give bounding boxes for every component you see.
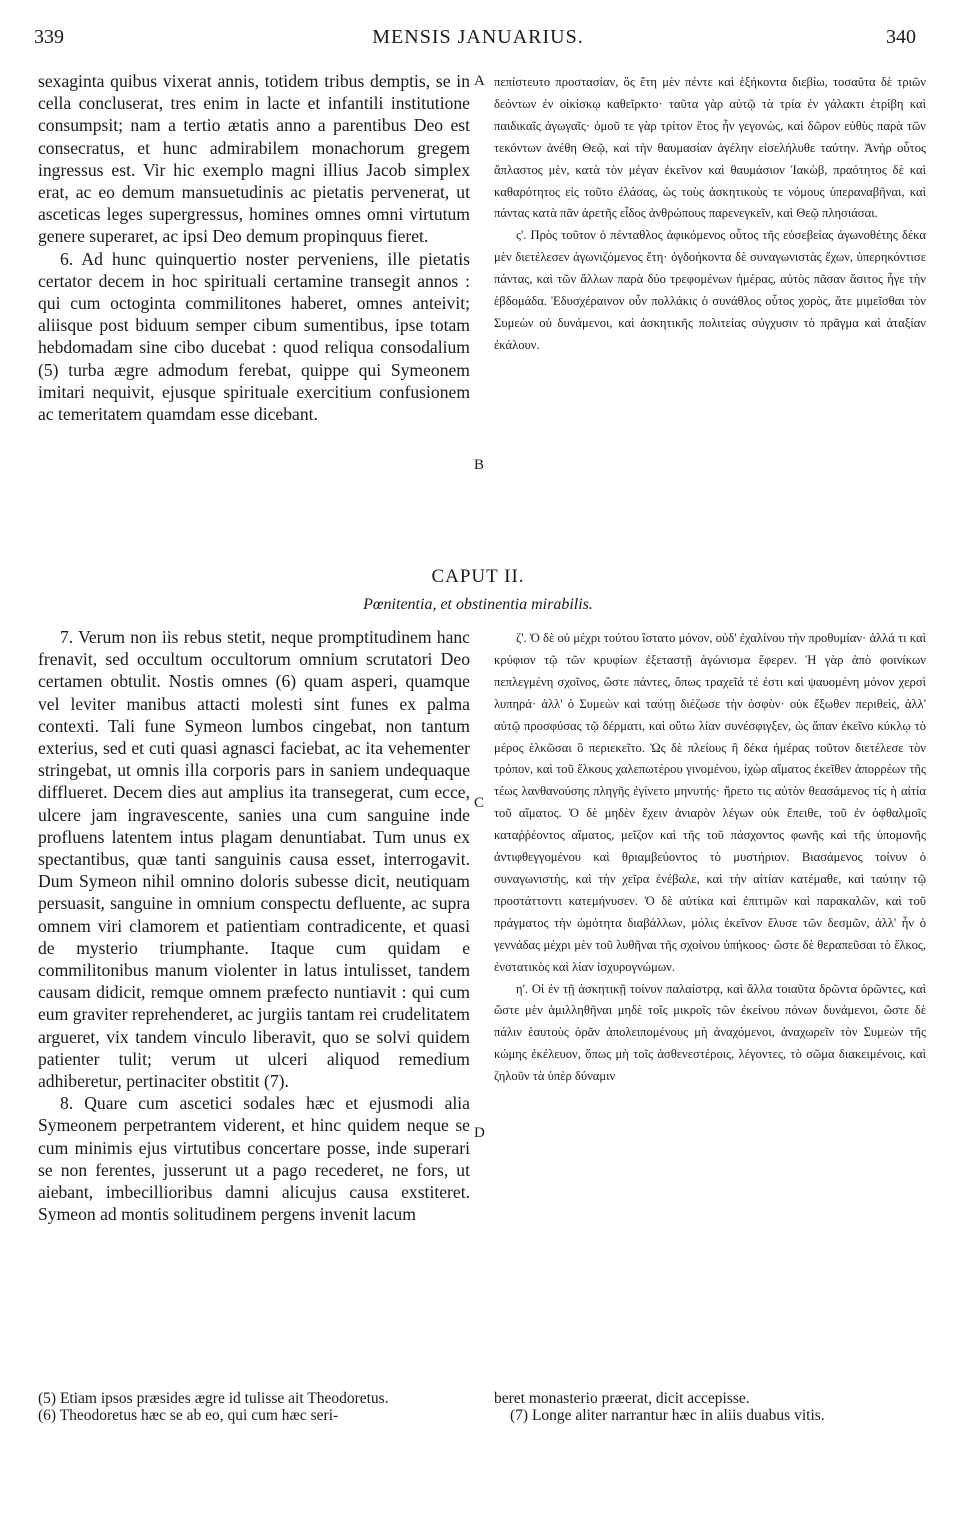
- footnote-6-continuation: beret monasterio præerat, dicit accepisse.: [494, 1390, 750, 1407]
- footnotes-right: [494, 1390, 926, 1424]
- greek-paragraph-continuation: πεπίστευτο προστασίαν, ὅς ἔτη μὲν πέντε καὶ ἑξήκοντα διεβίω, τοσαῦτα δὲ τριῶν δεόντων ἐν οἰκίσκῳ καθεῖρκτο· ταῦτα γὰρ αὐτῷ τὰ τρία ἐν γάλακτι ἐτρίβη καὶ παιδικαῖς ἀγωγαῖς· ὁμοῦ τε γὰρ τρίτον ἔτος ἦν γεγονὼς, καὶ δῶρον εὐθὺς παρὰ τῶν τεκόντων ἀνέθη Θεῷ, καὶ τὴν θαυμασίαν ἀγέλην εἰσελήλυθε ταύτην. Ἀνὴρ οὗτος ἄπλαστος μὲν, κατὰ τὸν μέγαν ἐκεῖνον καὶ θαυμάσιον Ἰακὼβ, πραότητος δὲ καὶ καθαρότητος εἰς τοῦτο ἐλάσας, ὡς τοὺς ἀσκητικοὺς τε νόμους ὑπεραναβῆναι, καὶ πάντας κατὰ πᾶν ἀρετῆς εἶδος ἀνθρώπους παρενεγκεῖν, καὶ Θεῷ πλησιάσαι.: [494, 75, 926, 221]
- running-title: MENSIS JANUARIUS.: [372, 26, 584, 48]
- margin-marker-b: B: [474, 457, 485, 473]
- greek-paragraph-8: η'. Οἱ ἐν τῇ ἀσκητικῇ τοίνυν παλαίστρᾳ, καὶ ἄλλα τοιαῦτα δρῶντα ὁρῶντες, καὶ ὥστε μὲν ἁμιλληθῆναι μηδὲ τοῖς μικροῖς τῶν ἐκείνου πόνων δυνάμενοι, ὥστε δὲ πάλιν ἑαυτοὺς ὁρᾶν ἀπολειπομένους μὴ ἀναχόμενοι, ἀναχωρεῖν τὸν Συμεὼν τῆς κώμης ἐκέλευον, ὅπως μὴ τοῖς ἀσθενεστέροις, λέγοντες, τὸ σῶμα διακειμένοις, καὶ ζηλοῦν τὰ ὑπὲρ δύναμιν: [494, 981, 926, 1084]
- footnotes-left: [38, 1390, 470, 1424]
- greek-paragraph-7: ζ'. Ὁ δὲ οὐ μέχρι τούτου ἵστατο μόνον, οὐδ' ἐχαλίνου τὴν προθυμίαν· ἀλλά τι καὶ κρύφιον τῷ τῶν κρυφίων ἐξεταστῇ ἀγώνισμα ἔφερεν. Ἡ γὰρ ἀπὸ φοινίκων πεπλεγμένη σχοῖνος, ὥστε πάντες, ὅπως τραχεῖά τέ ἐστι καὶ ψαυομένη μόνον χερσὶ λυπηρά· ἀλλ' ὁ Συμεὼν καὶ ταύτῃ διέζωσε τὴν ὀσφὺν· οὐκ ἔξωθεν περιθεὶς, ἀλλ' αὐτῷ προσφύσας τῷ δέρματι, καὶ οὕτω λίαν συνέσφιγξεν, ὡς ἅπαν ἐκεῖνο κύκλῳ τὸ μέρος ἑλκῶσαι ὃ περιεκεῖτο. Ὡς δὲ πλείους ἢ δέκα ἡμέρας τοῦτον διετέλεσε τὸν τρόπον, καὶ τοῦ ἕλκους χαλεπωτέρου γινομένου, ἰχὼρ αἵματος ἐκεῖθεν ἀπορρέων τῆς τέως λανθανούσης πληγῆς ἐγίνετο μηνυτής· ἤρετο τις αὐτὸν θεασάμενος τίς ἡ αἰτία τοῦ αἵματος. Ὁ δὲ μηδὲν ἔχειν ἀνιαρὸν λέγων οὐκ ἔπειθε, τοῦ ἐν ὀφθαλμοῖς καταῤῥέοντος αἵματος, μεῖζον καὶ τῆς τοῦ πάσχοντος φωνῆς καὶ τῆς ὑπομονῆς ἀντιφθεγγομένου καὶ θριαμβεύοντος τὸ μυστήριον. Βιασάμενος τοίνυν ὁ συναγωνιστὴς, καὶ τὴν χεῖρα ἐνέβαλε, καὶ τὴν αἰτίαν κατέμαθε, καὶ ταύτην τῷ προστάττοντι κατεμήνυσεν. Ὁ δὲ αὐτίκα καὶ ἐπιτιμῶν καὶ παρακαλῶν, καὶ τοῦ πράγματος τὴν ὠμότητα διαβάλλων, μόλις ἐκεῖνον ἔλυσε τῶν δεσμῶν, ἀλλ' ἦν ὁ γεννάδας μέχρι μὲν τοῦ λυθῆναι τῆς σχοίνου ὑπήκοος· ὥστε δὲ θεραπεῦσαι τὸ ἕλκος, ἐνστατικὸς καὶ λίαν ἰσχυρογνώμων.: [494, 631, 926, 974]
- page-number-left: 339: [34, 26, 64, 48]
- page-header: [0, 26, 956, 62]
- footnote-6: (6) Theodoretus hæc se ab eo, qui cum hæc seri-: [38, 1407, 339, 1424]
- footnote-7: (7) Longe aliter narrantur hæc in aliis duabus vitis.: [510, 1407, 825, 1424]
- footnote-5: (5) Etiam ipsos præsides ægre id tulisse ait Theodoretus.: [38, 1390, 389, 1407]
- latin-column-top: [38, 70, 470, 425]
- greek-column-top: [494, 72, 926, 357]
- latin-column-bottom: [38, 626, 470, 1225]
- chapter-subtitle: Pœnitentia, et obstinentia mirabilis.: [363, 596, 593, 613]
- greek-paragraph-6: ς'. Πρὸς τοῦτον ὁ πένταθλος ἀφικόμενος οὗτος τῆς εὐσεβείας ἀγωνοθέτης δέκα μὲν διετέλεσεν ἀγωνιζόμενος ἔτη· ὀγδοήκοντα δὲ συναγωνιστὰς ἔχων, ὑπερηκόντισε πάντας, καὶ τῶν ἄλλων παρὰ δύο τρεφομένων ἡμέρας, αὐτὸς πᾶσαν ἄσιτος ἦγε τὴν ἑβδομάδα. Ἐδυσχέραινον οὖν πολλάκις ὁ συνάθλος οὗτος χορὸς, ἅτε μιμεῖσθαι τὸν Συμεὼν οὐ δυνάμενοι, καὶ ἀσκητικῆς πολιτείας σύγχυσιν τὸ πρᾶγμα καὶ ἀταξίαν ἐκάλουν.: [494, 228, 926, 352]
- latin-paragraph-8: 8. Quare cum ascetici sodales hæc et ejusmodi alia Symeonem perpetrantem viderent, et hinc quidem neque se cum minimis ejus virtutibus concertare posse, inde superari se non ferentes, jusserunt ut a pago recederet, ne fors, ut aiebant, imbecillioribus damni alicujus causa exstiteret. Symeon ad montis solitudinem pergens invenit lacum: [38, 1093, 470, 1225]
- latin-paragraph-continuation: sexaginta quibus vixerat annis, totidem tribus demptis, se in cella concluserat, tres enim in lacte et infantili institutione consumpsit; nam a tertio ætatis anno a parentibus Deo est consecratus, et hunc admirabilem monachorum gregem ingressus est. Vir hic exemplo magni illius Jacob simplex erat, ac eo demum mansuetudinis ac pietatis pervenerat, ut asceticas leges supergressus, homines omnes omni virtutum genere superaret, ac ipsi Deo demum propinquus fieret.: [38, 71, 470, 247]
- margin-marker-a: A: [474, 73, 485, 89]
- margin-marker-d: D: [474, 1125, 485, 1141]
- margin-marker-c: C: [474, 795, 485, 811]
- page-number-right: 340: [886, 26, 916, 48]
- chapter-heading: CAPUT II.: [431, 566, 525, 587]
- latin-paragraph-7: 7. Verum non iis rebus stetit, neque promptitudinem hanc frenavit, sed occultum occultorum omnium scrutatori Deo certamen obtulit. Nostis omnes (6) quam asperi, quamque vel leviter manibus attacti molesti sint funes ex palma contexti. Tali fune Symeon lumbos cingebat, non tantum exterius, sed et cuti quasi agnasci faciebat, ac ita vehementer stringebat, ut omnis illa corporis pars in saniem undequaque difflueret. Decem dies aut amplius ita transegerat, cum ecce, ulcere jam ingravescente, sanies una cum sanguine inde profluens latentem intus plagam denuntiabat. Tum unus ex spectantibus, quæ tanti sanguinis causa esset, interrogavit. Dum Symeon nihil omnino doloris subesse dicit, neutiquam persuasit, sanguine in omnium conspectu defluente, ac supra omnem viri clamorem et patientiam contradicente, et quasi de mysterio triumphante. Itaque cum quidam e commilitonibus manum violenter in latus intulisset, tandem causam didicit, remque omnem præfecto nuntiavit : qui cum eum graviter reprehenderet, ac jurgiis tantam rei crudelitatem argueret, vix tandem vinculo liberavit, quo se solvi quidem patienter tulit; verum ut ulceri aliquod remedium adhiberetur, pertinaciter obstitit (7).: [38, 627, 470, 1092]
- greek-column-bottom: [494, 628, 926, 1088]
- latin-paragraph-6: 6. Ad hunc quinquertio noster perveniens, ille pietatis certator decem in hoc spirituali certamine transegit annos : qui cum octoginta commilitones haberet, omnes anteivit; aliisque post biduum semper cibum sumentibus, ipse totam hebdomadam sine cibo ducebat : quod reliqua consodalium (5) turba ægre admodum ferebat, quippe qui Symeonem imitari nequivit, ejusque spirituale exercitium confusionem ac temeritatem quamdam esse dicebant.: [38, 248, 470, 425]
